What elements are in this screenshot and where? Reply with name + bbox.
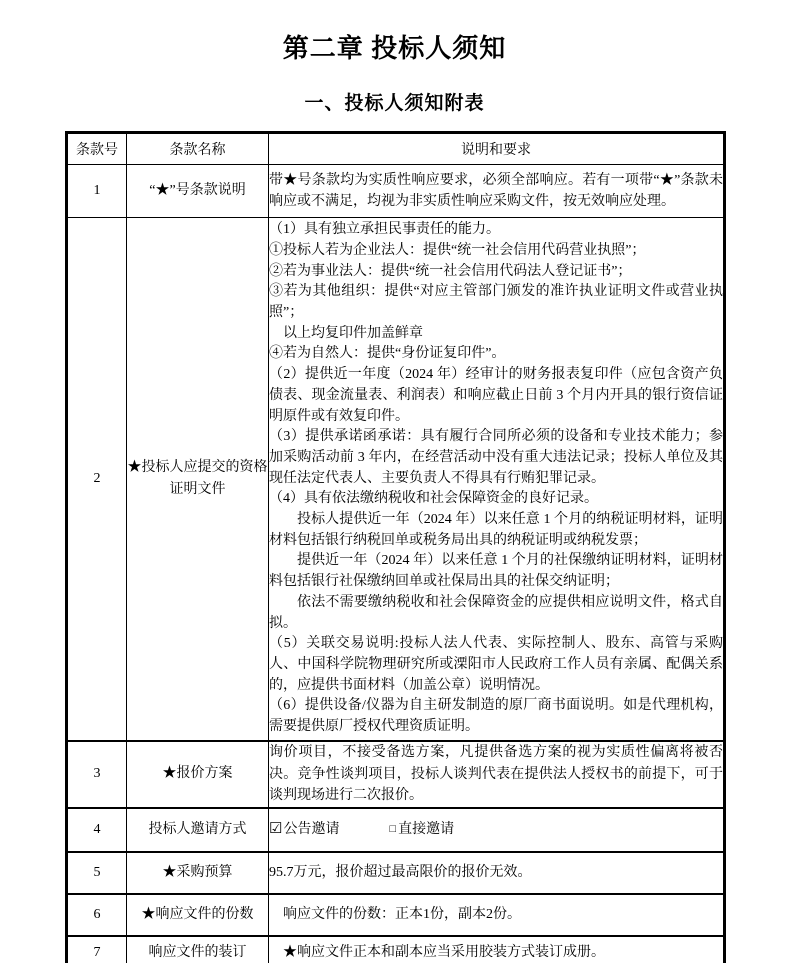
clause-number: 2 (67, 218, 127, 742)
table-row-5 (67, 852, 725, 894)
clause-paragraph: （5）关联交易说明:投标人法人代表、实际控制人、股东、高管与采购人、中国科学院物理研究所或溧阳市人民政府工作人员有亲属、配偶关系的，应提供书面材料（加盖公章）说明情况。 (269, 636, 723, 693)
clause-paragraph: ④若为自然人：提供“身份证复印件”。 (269, 346, 506, 362)
header-clause-no: 条款号 (67, 133, 127, 165)
clause-content (269, 218, 725, 742)
clause-paragraph: 带★号条款均为实质性响应要求，必须全部响应。若有一项带“★”条款未响应或不满足，均视为非实质性响应采购文件，按无效响应处理。 (269, 172, 723, 209)
unchecked-checkbox-icon: □ (389, 822, 397, 835)
clause-paragraph: ①投标人若为企业法人：提供“统一社会信用代码营业执照”； (269, 242, 646, 258)
table-row-1 (67, 165, 725, 218)
checked-checkbox-icon: ☑ (269, 820, 283, 837)
clause-name: 响应文件的装订 (127, 936, 269, 963)
bidder-notice-table (65, 131, 726, 963)
header-clause-name: 条款名称 (127, 133, 269, 165)
clause-paragraph: ③若为其他组织：提供“对应主管部门颁发的准许执业证明文件或营业执照”； (269, 284, 723, 321)
clause-paragraph: 询价项目，不接受备选方案，凡提供备选方案的视为实质性偏离将被否决。竞争性谈判项目，投标人谈判代表在提供法人授权书的前提下，可于谈判现场进行二次报价。 (269, 745, 723, 803)
header-description: 说明和要求 (269, 133, 725, 165)
table-row-6 (67, 894, 725, 936)
chapter-title: 第二章 投标人须知 (282, 34, 507, 63)
clause-number: 3 (67, 741, 127, 808)
table-row-4 (67, 808, 725, 852)
clause-paragraph: （1）具有独立承担民事责任的能力。 (269, 222, 500, 238)
clause-number: 5 (67, 852, 127, 894)
clause-number: 6 (67, 894, 127, 936)
clause-name: 投标人邀请方式 (127, 808, 269, 852)
table-row-3 (67, 741, 725, 808)
clause-name: ★投标人应提交的资格证明文件 (127, 218, 269, 742)
clause-paragraph: ★响应文件正本和副本应当采用胶装方式装订成册。 (283, 944, 605, 960)
clause-number: 7 (67, 936, 127, 963)
option-label: 直接邀请 (398, 821, 455, 837)
clause-paragraph: 95.7万元，报价超过最高限价的报价无效。 (269, 864, 532, 880)
clause-number: 4 (67, 808, 127, 852)
clause-paragraph: 响应文件的份数：正本1份，副本2份。 (283, 906, 521, 922)
clause-paragraph: 提供近一年（2024 年）以来任意 1 个月的社保缴纳证明材料，证明材料包括银行社保缴纳回单或社保局出具的社保交纳证明； (269, 553, 723, 590)
clause-name: ★报价方案 (127, 741, 269, 808)
clause-name: ★响应文件的份数 (127, 894, 269, 936)
clause-paragraph: （2）提供近一年度（2024 年）经审计的财务报表复印件（应包含资产负债表、现金流量表、利润表）和响应截止日前 3 个月内开具的银行资信证明原件或有效复印件。 (269, 367, 723, 424)
clause-paragraph: （6）提供设备/仪器为自主研发制造的原厂商书面说明。如是代理机构，需要提供原厂授权代理资质证明。 (269, 698, 723, 735)
clause-paragraph: （4）具有依法缴纳税收和社会保障资金的良好记录。 (269, 491, 598, 507)
clause-name: ★采购预算 (127, 852, 269, 894)
invitation-options (269, 819, 723, 841)
clause-name: “★”号条款说明 (127, 165, 269, 218)
clause-paragraph: ②若为事业法人：提供“统一社会信用代码法人登记证书”； (269, 263, 632, 279)
option-direct-invitation (389, 819, 454, 841)
clause-paragraph: 投标人提供近一年（2024 年）以来任意 1 个月的纳税证明材料，证明材料包括银行纳税回单或税务局出具的纳税证明或纳税发票； (269, 512, 723, 548)
clause-number: 1 (67, 165, 127, 218)
section-title: 一、投标人须知附表 (304, 93, 485, 114)
clause-paragraph: （3）提供承诺函承诺：具有履行合同所必须的设备和专业技术能力；参加采购活动前 3 年内，在经营活动中没有重大违法记录；投标人单位及其现任法定代表人、主要负责人不得具有行贿犯罪记录。 (269, 429, 723, 486)
option-public-announcement (269, 819, 339, 841)
clause-paragraph: 以上均复印件加盖鲜章 (283, 325, 423, 341)
table-row-7 (67, 936, 725, 963)
header-row (67, 133, 725, 165)
table-row-2 (67, 218, 725, 742)
option-label: 公告邀请 (283, 821, 340, 837)
clause-paragraph: 依法不需要缴纳税收和社会保障资金的应提供相应说明文件，格式自拟。 (269, 594, 723, 631)
